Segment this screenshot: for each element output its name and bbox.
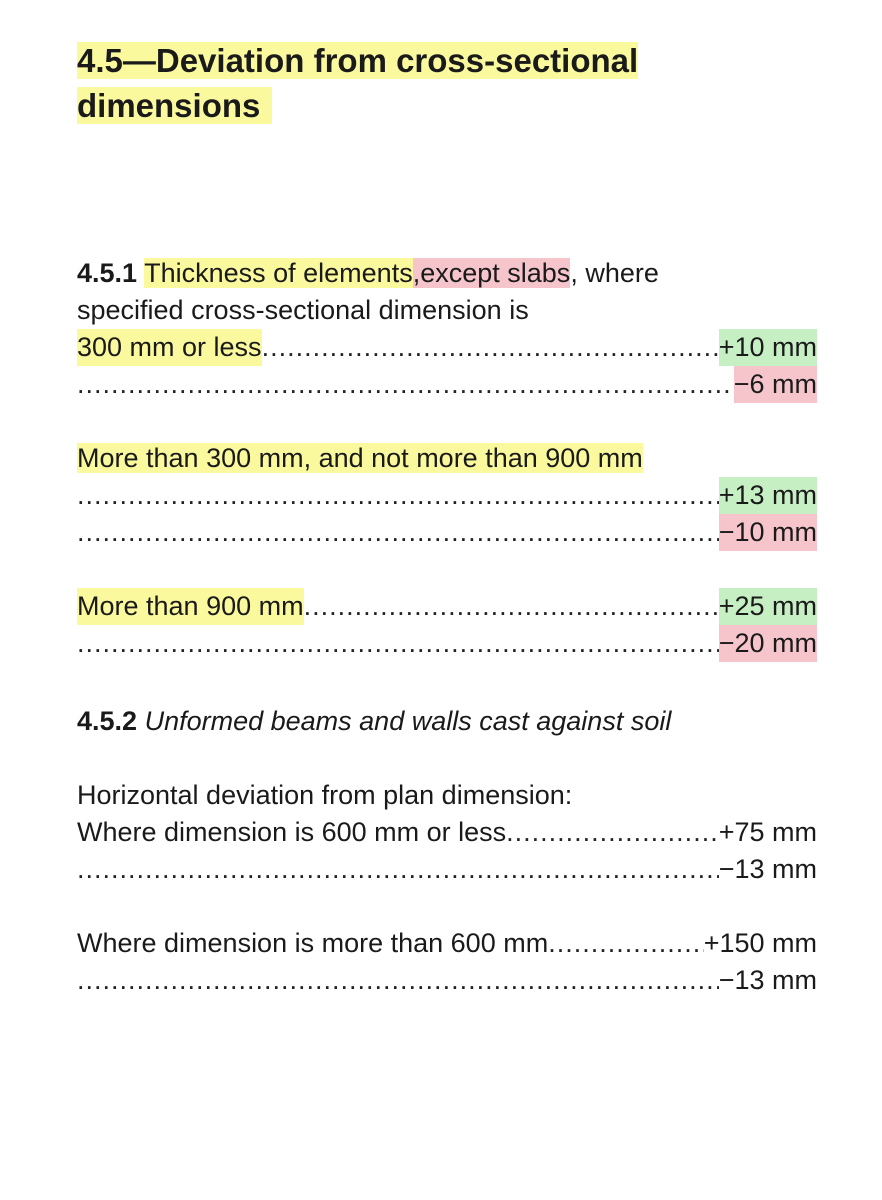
tolerance-row bbox=[77, 962, 817, 999]
tolerance-row bbox=[77, 625, 817, 662]
section-4-5-2 bbox=[77, 703, 817, 999]
group-heading-text: More than 300 mm, and not more than 900 mm bbox=[77, 443, 643, 473]
dot-leader bbox=[77, 851, 719, 888]
tolerance-row bbox=[77, 366, 817, 403]
tolerance-row bbox=[77, 925, 817, 962]
dot-leader bbox=[77, 962, 719, 999]
tolerance-row bbox=[77, 514, 817, 551]
group-heading bbox=[77, 440, 817, 477]
heading-where: , where bbox=[570, 258, 659, 288]
dot-leader bbox=[262, 329, 719, 366]
row-value: +25 mm bbox=[719, 588, 817, 625]
tolerance-row bbox=[77, 814, 817, 851]
row-value: −6 mm bbox=[734, 366, 817, 403]
section-4-5-2-heading bbox=[77, 703, 817, 740]
tolerance-row bbox=[77, 851, 817, 888]
row-value: +150 mm bbox=[703, 928, 817, 958]
highlight-comma: , bbox=[412, 258, 421, 288]
dot-leader bbox=[77, 477, 719, 514]
dot-leader bbox=[506, 814, 719, 851]
row-value: −20 mm bbox=[719, 625, 817, 662]
section-title-text: 4.5—Deviation from cross-sectional dimensions bbox=[77, 42, 639, 124]
dot-leader bbox=[304, 588, 719, 625]
subheading: Horizontal deviation from plan dimension: bbox=[77, 780, 573, 810]
highlight-thickness: Thickness of elements bbox=[144, 258, 413, 288]
heading-continuation: specified cross-sectional dimension is bbox=[77, 295, 529, 325]
row-label: More than 900 mm bbox=[77, 588, 304, 625]
section-4-5-2-title: Unformed beams and walls cast against soil bbox=[144, 706, 672, 736]
row-value: +13 mm bbox=[719, 477, 817, 514]
dot-leader bbox=[548, 925, 703, 962]
row-value: +75 mm bbox=[718, 817, 817, 847]
section-4-5-1-heading bbox=[77, 255, 817, 292]
highlight-except-slabs: except slabs bbox=[420, 258, 571, 288]
section-number: 4.5.1 bbox=[77, 258, 138, 288]
section-title bbox=[77, 38, 777, 128]
tolerance-row bbox=[77, 329, 817, 366]
row-label: Where dimension is more than 600 mm bbox=[77, 928, 549, 958]
section-number: 4.5.2 bbox=[77, 706, 138, 736]
tolerance-row bbox=[77, 477, 817, 514]
tolerance-row bbox=[77, 588, 817, 625]
dot-leader bbox=[77, 514, 719, 551]
section-4-5-1 bbox=[77, 255, 817, 662]
dot-leader bbox=[77, 625, 719, 662]
row-value: −13 mm bbox=[718, 854, 817, 884]
row-value: −10 mm bbox=[719, 514, 817, 551]
row-value: +10 mm bbox=[719, 329, 817, 366]
row-value: −13 mm bbox=[718, 965, 817, 995]
row-label: Where dimension is 600 mm or less bbox=[77, 817, 507, 847]
dot-leader bbox=[77, 366, 734, 403]
row-label: 300 mm or less bbox=[77, 329, 262, 366]
